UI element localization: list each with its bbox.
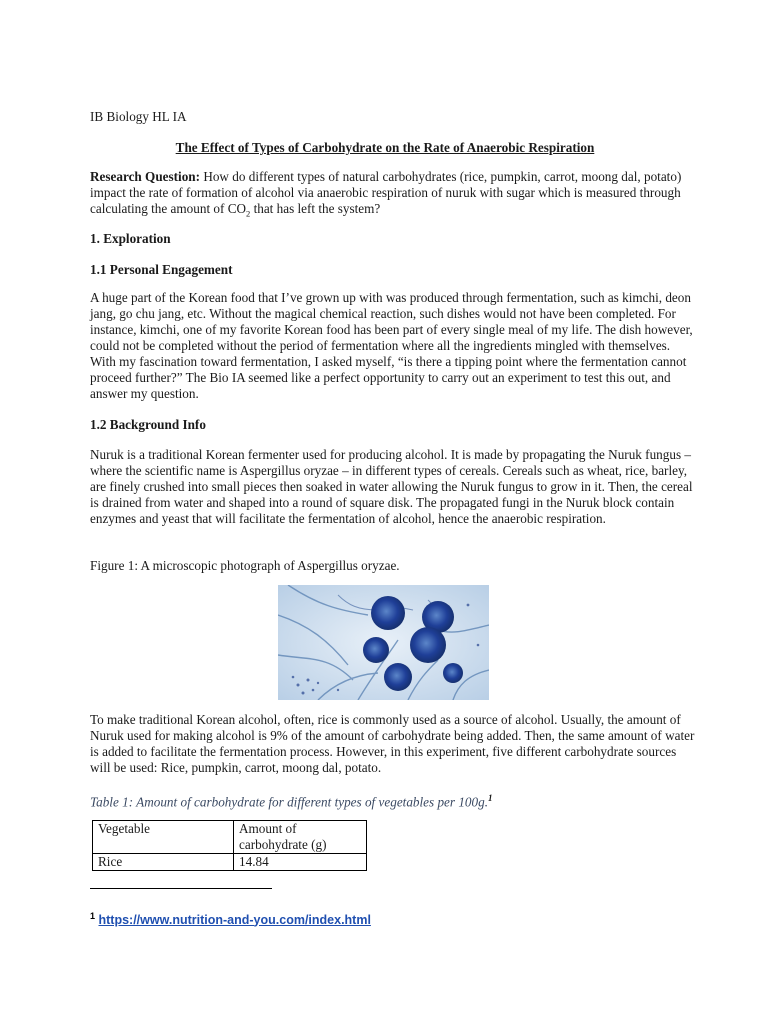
table-header-row xyxy=(93,821,367,854)
aspergillus-micrograph xyxy=(278,585,489,700)
research-question-text-end: that has left the system? xyxy=(250,201,381,216)
co2-subscript: 2 xyxy=(246,208,251,219)
table-header-cell: Amount of carbohydrate (g) xyxy=(234,821,367,854)
table-cell: Rice xyxy=(93,854,234,871)
table-header-cell: Vegetable xyxy=(93,821,234,854)
table-cell: 14.84 xyxy=(234,854,367,871)
section-heading-exploration: 1. Exploration xyxy=(90,231,171,246)
research-question xyxy=(90,169,690,222)
research-question-label: Research Question: xyxy=(90,169,201,184)
table-caption xyxy=(90,790,493,810)
footnote-divider xyxy=(90,888,272,889)
document-title: The Effect of Types of Carbohydrate on the Rate of Anaerobic Respiration xyxy=(175,140,595,155)
document-page xyxy=(90,0,695,1024)
paragraph-method: To make traditional Korean alcohol, often, rice is commonly used as a source of alcohol. Usually, the amount of Nuruk used for making alcohol is 9% of the amount of carbohydrate being added. Then, the same amount of water is added to facilitate the fermentation process. However, in this experiment, five different carbohydrate sources will be used: Rice, pumpkin, carrot, moong dal, potato. xyxy=(90,712,695,775)
section-heading-personal-engagement: 1.1 Personal Engagement xyxy=(90,262,233,277)
footnote-number: 1 xyxy=(90,910,96,921)
table-row xyxy=(93,854,367,871)
paragraph-personal-engagement: A huge part of the Korean food that I’ve grown up with was produced through fermentation, such as kimchi, deon jang, go chu jang, etc. Without the magical chemical reaction, such dishes would not have been completed. For instance, kimchi, one of my favorite Korean food has been part of every single meal of my life. The dish however, could not be completed without the period of fermentation where all the ingredients mingled with themselves. With my fascination toward fermentation, I asked myself, “is there a tipping point where the fermentation cannot proceed further?” The Bio IA seemed like a perfect opportunity to carry out an experiment to test this out, and answer my question. xyxy=(90,290,693,401)
header-line: IB Biology HL IA xyxy=(90,109,187,124)
research-question-text: How do different types of natural carbohydrates (rice, pumpkin, carrot, moong dal, potato) impact the rate of formation of alcohol via anaerobic respiration of nuruk with sugar which is measured through calculating the amount of CO xyxy=(90,169,682,216)
paragraph-background-info: Nuruk is a traditional Korean fermenter used for producing alcohol. It is made by propagating the Nuruk fungus – where the scientific name is Aspergillus oryzae – in different types of cereals. Cereals such as wheat, rice, barley, are finely crushed into small pieces then soaked in water allowing the Nuruk fungus to grow in it. Then, the cereal is drained from water and shaped into a round of square disk. The propagated fungi in the Nuruk block contain enzymes and yeast that will facilitate the fermentation of alcohol, hence the anaerobic respiration. xyxy=(90,447,693,526)
footnote-link[interactable]: https://www.nutrition-and-you.com/index.html xyxy=(98,912,371,927)
table-caption-footnote-ref: 1 xyxy=(488,793,493,803)
carbohydrate-table xyxy=(92,820,367,871)
footnote xyxy=(90,911,371,927)
section-heading-background-info: 1.2 Background Info xyxy=(90,417,206,432)
figure-caption: Figure 1: A microscopic photograph of Aspergillus oryzae. xyxy=(90,558,400,573)
table-caption-text: Table 1: Amount of carbohydrate for different types of vegetables per 100g. xyxy=(90,794,489,810)
